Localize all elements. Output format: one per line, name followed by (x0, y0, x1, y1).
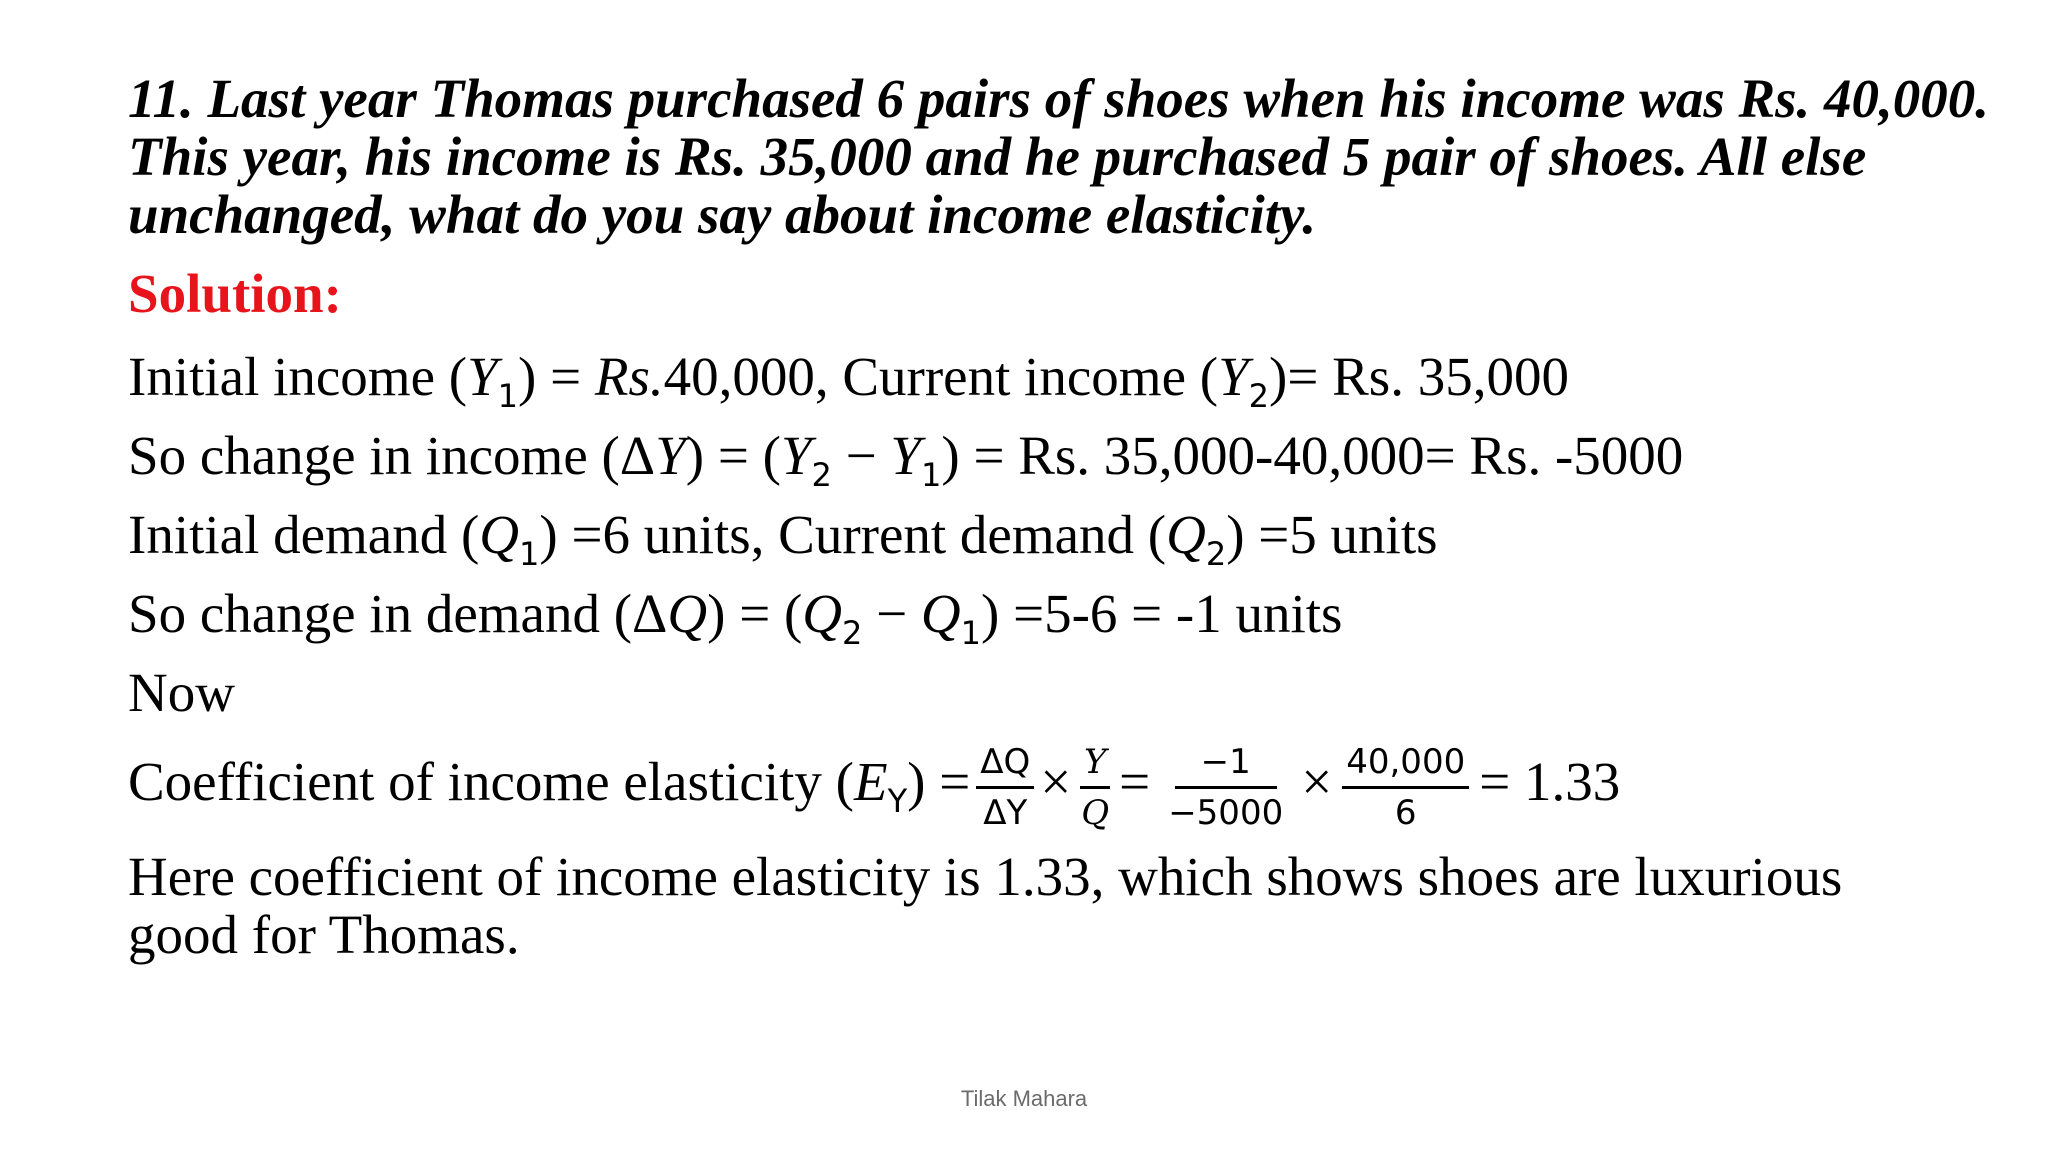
var-q2: Q (1166, 504, 1206, 565)
var-y1: Y (890, 425, 922, 486)
subscript: 1 (497, 377, 519, 415)
text-segment: ) =6 units, Current demand ( (539, 504, 1167, 565)
initial-income-line (128, 342, 1569, 431)
elasticity-formula-line (128, 734, 1620, 849)
text-segment: ) =5-6 = -1 units (981, 583, 1343, 644)
fraction-y-q (1077, 742, 1113, 833)
var-y2: Y (780, 425, 812, 486)
now-line: Now (128, 662, 235, 723)
question-text: 11. Last year Thomas purchased 6 pairs of shoes when his income was Rs. 40,000. This year, his income is Rs. 35,000 and he purchased 5 pair of shoes. All else unchanged, what do you say about income elasticity. (128, 68, 1990, 245)
result-value: = 1.33 (1479, 751, 1621, 812)
subscript: 2 (811, 456, 832, 494)
denominator: ΔY (983, 792, 1028, 833)
text-segment: So change in demand (Δ (128, 583, 668, 644)
subscript: 1 (960, 614, 982, 652)
initial-demand-line (128, 500, 1438, 589)
numerator: −1 (1175, 742, 1277, 789)
subscript: 1 (519, 535, 540, 573)
text-segment: )= Rs. 35,000 (1269, 346, 1569, 407)
var-y1: Y (467, 346, 498, 407)
text-segment: ) = (907, 751, 971, 812)
currency-rs: Rs. (594, 346, 664, 407)
text-segment: Initial demand ( (128, 504, 480, 565)
text-segment: ) = Rs. 35,000-40,000= Rs. -5000 (941, 425, 1684, 486)
text-segment: Initial income ( (128, 346, 468, 407)
text-segment: So change in income (Δ (128, 425, 656, 486)
var-q2: Q (802, 583, 843, 644)
subscript: 2 (842, 614, 863, 652)
text-segment: ) = ( (685, 425, 781, 486)
text-segment: ) = ( (707, 583, 803, 644)
numerator: ΔQ (976, 742, 1034, 789)
subscript: Y (887, 782, 908, 820)
subscript: 2 (1248, 377, 1270, 415)
var-q1: Q (479, 504, 520, 565)
denominator: 6 (1394, 792, 1417, 833)
change-demand-line (128, 579, 1342, 668)
subscript: 1 (921, 456, 942, 494)
solution-heading: Solution: (128, 263, 342, 324)
denominator: Q (1081, 792, 1110, 833)
fraction-dq-dy (976, 742, 1034, 833)
times-sign: × (1301, 751, 1333, 812)
times-sign: × (1040, 751, 1072, 812)
change-income-line (128, 421, 1683, 510)
conclusion-text: Here coefficient of income elasticity is 1.33, which shows shoes are luxurious good for Thomas. (128, 846, 1843, 965)
text-segment: Coefficient of income elasticity ( (128, 751, 854, 812)
text-segment: ) =5 units (1226, 504, 1438, 565)
subscript: 2 (1205, 535, 1227, 573)
fraction-change (1164, 742, 1287, 833)
minus-sign: − (831, 425, 891, 486)
fraction-avg (1342, 742, 1469, 833)
minus-sign: − (862, 583, 921, 644)
var-y2: Y (1218, 346, 1249, 407)
numerator: 40,000 (1342, 742, 1469, 789)
footer-author: Tilak Mahara (960, 1086, 1088, 1111)
denominator: −5000 (1168, 792, 1284, 833)
var-q1: Q (920, 583, 961, 644)
numerator: Y (1080, 742, 1110, 789)
text-segment: 40,000, Current income ( (663, 346, 1219, 407)
text-segment: ) = (518, 346, 595, 407)
equals-sign: = (1119, 751, 1151, 812)
var-y: Y (655, 425, 686, 486)
var-q: Q (667, 583, 708, 644)
var-e: E (853, 751, 888, 812)
